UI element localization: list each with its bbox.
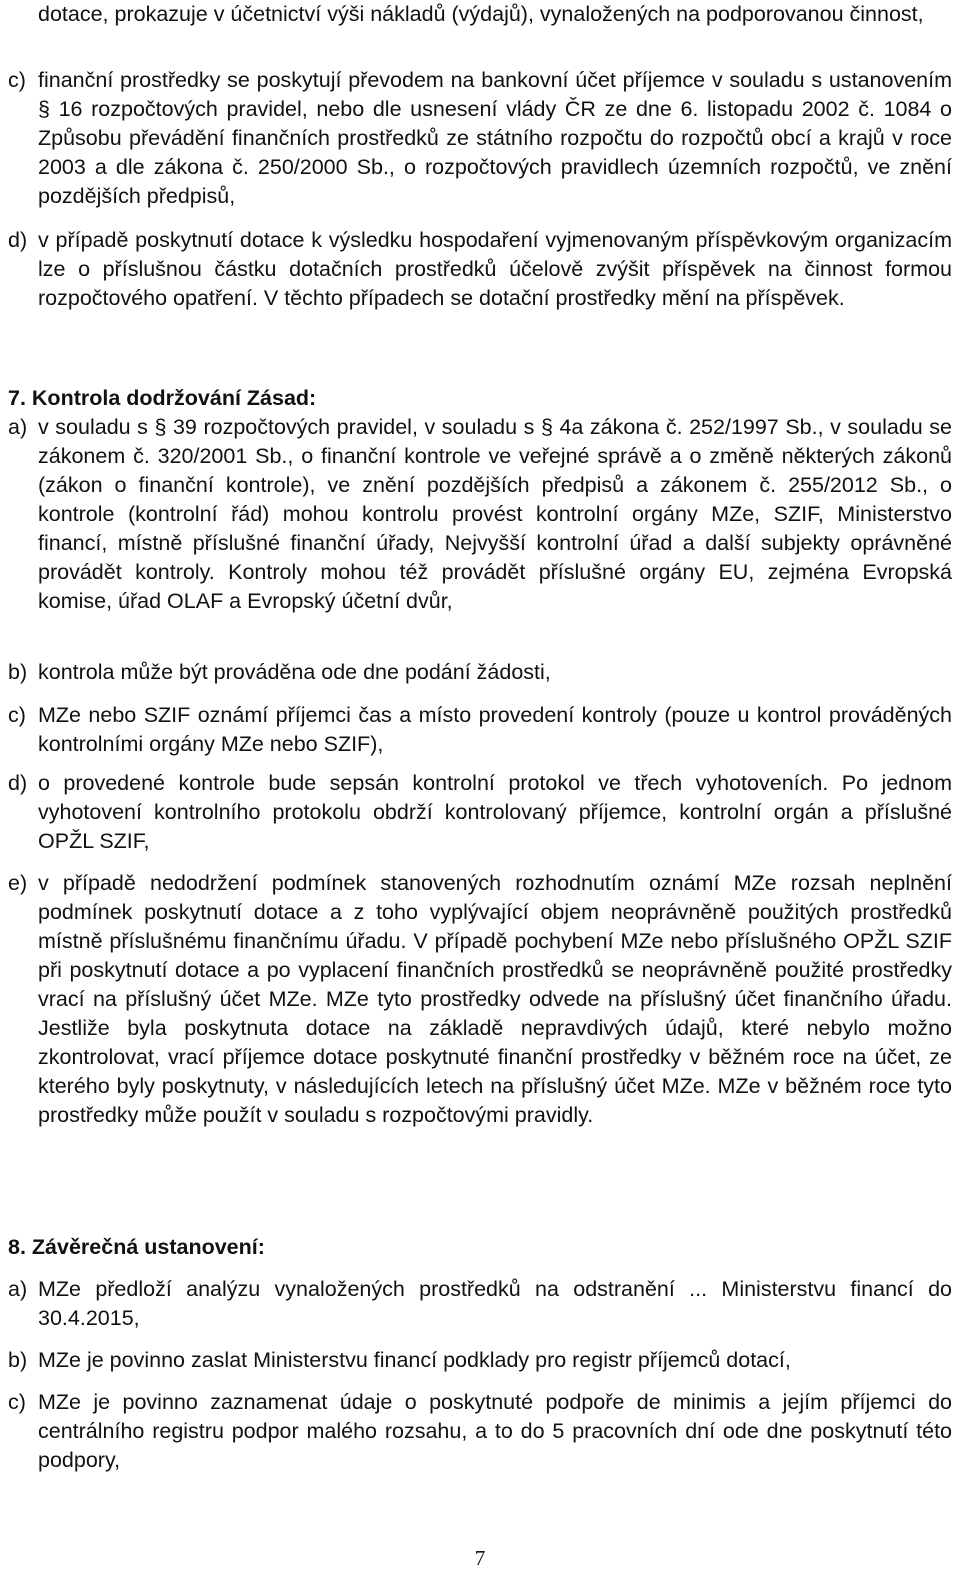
list-item-text: MZe je povinno zaslat Ministerstvu financí podklady pro registr příjemců dotací,	[38, 1348, 791, 1372]
list-item-7d	[8, 769, 952, 856]
list-item-text: o provedené kontrole bude sepsán kontrolní protokol ve třech vyhotoveních. Po jednom vyhotovení kontrolního protokolu obdrží kontrolovaný příjemce, kontrolní orgán a příslušné OPŽL SZIF,	[38, 771, 952, 853]
list-item-7a	[8, 413, 952, 616]
list-label: c)	[8, 1390, 26, 1414]
list-label: a)	[8, 1277, 28, 1301]
list-label: e)	[8, 871, 28, 895]
list-item-8a	[8, 1275, 952, 1333]
list-item-7b	[8, 658, 952, 687]
list-item-text: MZe je povinno zaznamenat údaje o poskytnuté podpoře de minimis a jejím příjemci do centrálního registru podpor malého rozsahu, a to do 5 pracovních dní ode dne poskytnutí této podpory,	[38, 1390, 952, 1472]
list-item-6c	[8, 66, 952, 211]
list-label: d)	[8, 771, 28, 795]
section-heading-8: 8. Závěrečná ustanovení:	[8, 1235, 265, 1259]
list-label: c)	[8, 703, 26, 727]
list-item-6d	[8, 226, 952, 313]
list-label: b)	[8, 1348, 28, 1372]
list-item-8b	[8, 1346, 952, 1375]
paragraph-text: dotace, prokazuje v účetnictví výši nákladů (výdajů), vynaložených na podporovanou činnost,	[38, 2, 924, 26]
list-label: b)	[8, 660, 28, 684]
list-label: d)	[8, 228, 28, 252]
list-item-text: v případě nedodržení podmínek stanovených rozhodnutím oznámí MZe rozsah neplnění podmínek poskytnutí dotace a z toho vyplývající objem neoprávněně použitých prostředků místně příslušnému finančnímu úřadu. V případě pochybení MZe nebo příslušného OPŽL SZIF při poskytnutí dotace a po vyplacení finančních prostředků se neoprávněně použité prostředky vrací na příslušný účet MZe. MZe tyto prostředky odvede na příslušný účet finančního úřadu. Jestliže byla poskytnuta dotace na základě nepravdivých údajů, které nebylo možno zkontrolovat, vrací příjemce dotace poskytnuté finanční prostředky v běžném roce na účet, ze kterého byly poskytnuty, v následujících letech na příslušný účet MZe. MZe v běžném roce tyto prostředky může použít v souladu s rozpočtovými pravidly.	[38, 871, 952, 1127]
page-number: 7	[474, 1546, 486, 1570]
list-item-text: v souladu s § 39 rozpočtových pravidel, v souladu s § 4a zákona č. 252/1997 Sb., v souladu se zákonem č. 320/2001 Sb., o finanční kontrole ve veřejné správě a o změně některých zákonů (zákon o finanční kontrole), ve znění pozdějších předpisů a zákonem č. 255/2012 Sb., o kontrole (kontrolní řád) mohou kontrolu provést kontrolní orgány MZe, SZIF, Ministerstvo financí, místně příslušné finanční úřady, Nejvyšší kontrolní úřad a další subjekty oprávněné provádět kontroly. Kontroly mohou též provádět příslušné orgány EU, zejména Evropská komise, úřad OLAF a Evropský účetní dvůr,	[38, 415, 952, 613]
list-item-7c	[8, 701, 952, 759]
list-item-text: kontrola může být prováděna ode dne podání žádosti,	[38, 660, 551, 684]
section-heading-7: 7. Kontrola dodržování Zásad:	[8, 386, 317, 410]
list-item-text: finanční prostředky se poskytují převodem na bankovní účet příjemce v souladu s ustanovením § 16 rozpočtových pravidel, nebo dle usnesení vlády ČR ze dne 6. listopadu 2002 č. 1084 o Způsobu převádění finančních prostředků ze státního rozpočtu do rozpočtů obcí a krajů v roce 2003 a dle zákona č. 250/2000 Sb., o rozpočtových pravidlech územních rozpočtů, ve znění pozdějších předpisů,	[38, 68, 952, 208]
list-label: a)	[8, 415, 28, 439]
list-item-text: MZe nebo SZIF oznámí příjemci čas a místo provedení kontroly (pouze u kontrol prováděných kontrolními orgány MZe nebo SZIF),	[38, 703, 952, 756]
list-item-8c	[8, 1388, 952, 1475]
list-label: c)	[8, 68, 26, 92]
list-item-text: v případě poskytnutí dotace k výsledku hospodaření vyjmenovaným příspěvkovým organizacím lze o příslušnou částku dotačních prostředků účelově zvýšit příspěvek na činnost formou rozpočtového opatření. V těchto případech se dotační prostředky mění na příspěvek.	[38, 228, 952, 310]
list-item-7e	[8, 869, 952, 1130]
list-item-text: MZe předloží analýzu vynaložených prostředků na odstranění ... Ministerstvu financí do 30.4.2015,	[38, 1277, 952, 1330]
paragraph-intro	[8, 0, 952, 29]
